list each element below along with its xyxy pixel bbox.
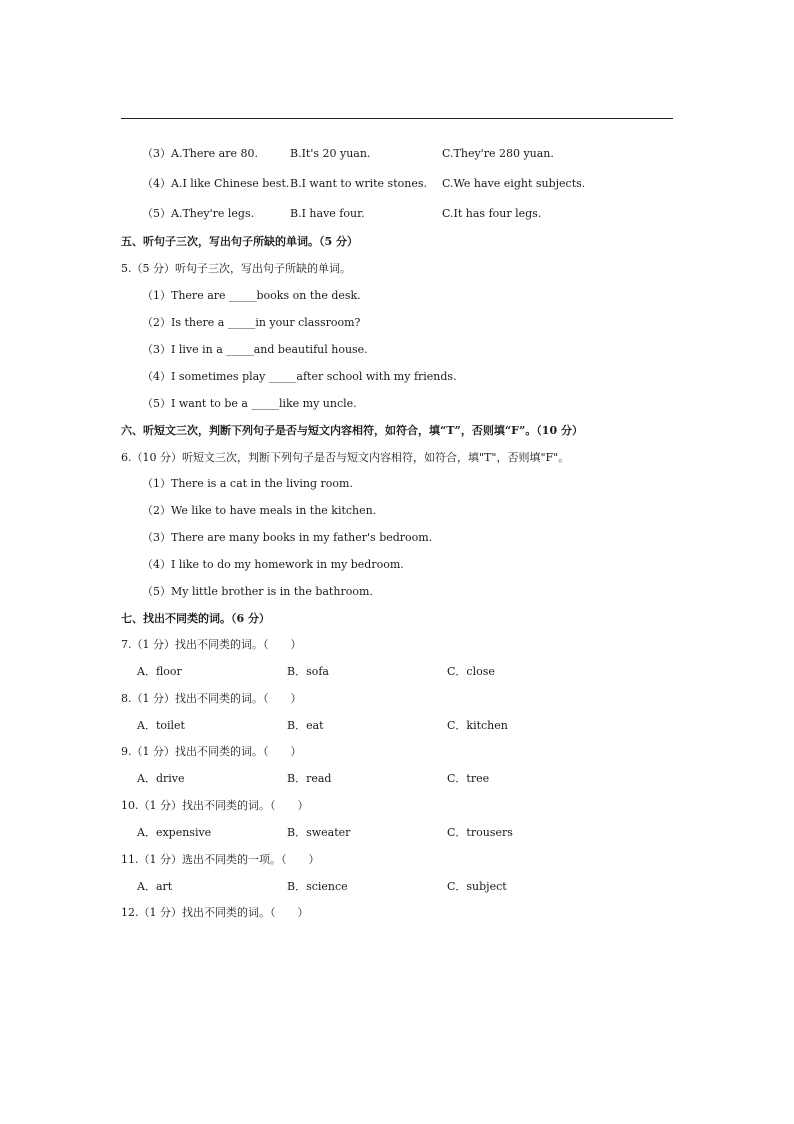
q4-row-4-option-b: B.I want to write stones. (290, 177, 427, 190)
section6-item-3: （3）There are many books in my father's bedroom. (142, 531, 433, 544)
section5-item-3: （3）I live in a _____and beautiful house. (142, 343, 368, 356)
question-7-option-c: C．close (447, 665, 495, 678)
section6-item-4: （4）I like to do my homework in my bedroom. (142, 558, 404, 571)
q4-row-3-option-b: B.It's 20 yuan. (290, 147, 371, 160)
question-8-option-a: A．toilet (137, 719, 185, 732)
header-rule (121, 118, 673, 119)
item-number: （4） (142, 177, 171, 190)
question-9-stem: 9.（1 分）找出不同类的词。（ ） (121, 745, 302, 758)
section5-question: 5.（5 分）听句子三次，写出句子所缺的单词。 (121, 262, 351, 275)
item-number: （3） (142, 147, 171, 160)
section5-heading: 五、听句子三次，写出句子所缺的单词。（5 分） (121, 235, 358, 248)
question-8-stem: 8.（1 分）找出不同类的词。（ ） (121, 692, 302, 705)
q4-row-4-option-c: C.We have eight subjects. (442, 177, 586, 190)
question-12-stem: 12.（1 分）找出不同类的词。（ ） (121, 906, 309, 919)
section6-item-1: （1）There is a cat in the living room. (142, 477, 353, 490)
question-8-option-b: B．eat (287, 719, 324, 732)
question-10-option-c: C．trousers (447, 826, 513, 839)
question-11-option-c: C．subject (447, 880, 507, 893)
option-a: A.They're legs. (171, 207, 255, 220)
option-a: A.There are 80. (171, 147, 258, 160)
question-10-stem: 10.（1 分）找出不同类的词。（ ） (121, 799, 309, 812)
question-8-option-c: C．kitchen (447, 719, 508, 732)
question-7-option-a: A．floor (137, 665, 182, 678)
section5-item-4: （4）I sometimes play _____after school with my friends. (142, 370, 457, 383)
q4-row-3 (142, 147, 258, 161)
question-9-option-a: A．drive (137, 772, 185, 785)
question-9-option-c: C．tree (447, 772, 490, 785)
question-10-option-b: B．sweater (287, 826, 351, 839)
section7-heading: 七、找出不同类的词。（6 分） (121, 612, 270, 625)
item-number: （5） (142, 207, 171, 220)
section6-heading: 六、听短文三次，判断下列句子是否与短文内容相符，如符合，填“T”，否则填“F”。（10 分） (121, 424, 583, 437)
section5-item-1: （1）There are _____books on the desk. (142, 289, 361, 302)
section6-item-5: （5）My little brother is in the bathroom. (142, 585, 373, 598)
question-11-stem: 11.（1 分）选出不同类的一项。（ ） (121, 853, 320, 866)
question-9-option-b: B．read (287, 772, 332, 785)
question-7-stem: 7.（1 分）找出不同类的词。（ ） (121, 638, 302, 651)
option-a: A.I like Chinese best. (171, 177, 290, 190)
q4-row-5 (142, 207, 254, 221)
section5-item-2: （2）Is there a _____in your classroom? (142, 316, 361, 329)
q4-row-5-option-c: C.It has four legs. (442, 207, 542, 220)
section5-item-5: （5）I want to be a _____like my uncle. (142, 397, 357, 410)
section6-item-2: （2）We like to have meals in the kitchen. (142, 504, 377, 517)
question-11-option-b: B．science (287, 880, 348, 893)
q4-row-3-option-c: C.They're 280 yuan. (442, 147, 554, 160)
question-10-option-a: A．expensive (137, 826, 212, 839)
section6-question: 6.（10 分）听短文三次，判断下列句子是否与短文内容相符，如符合，填"T"，否则填"F"。 (121, 451, 570, 464)
question-7-option-b: B．sofa (287, 665, 329, 678)
q4-row-5-option-b: B.I have four. (290, 207, 365, 220)
q4-row-4 (142, 177, 289, 191)
question-11-option-a: A．art (137, 880, 173, 893)
